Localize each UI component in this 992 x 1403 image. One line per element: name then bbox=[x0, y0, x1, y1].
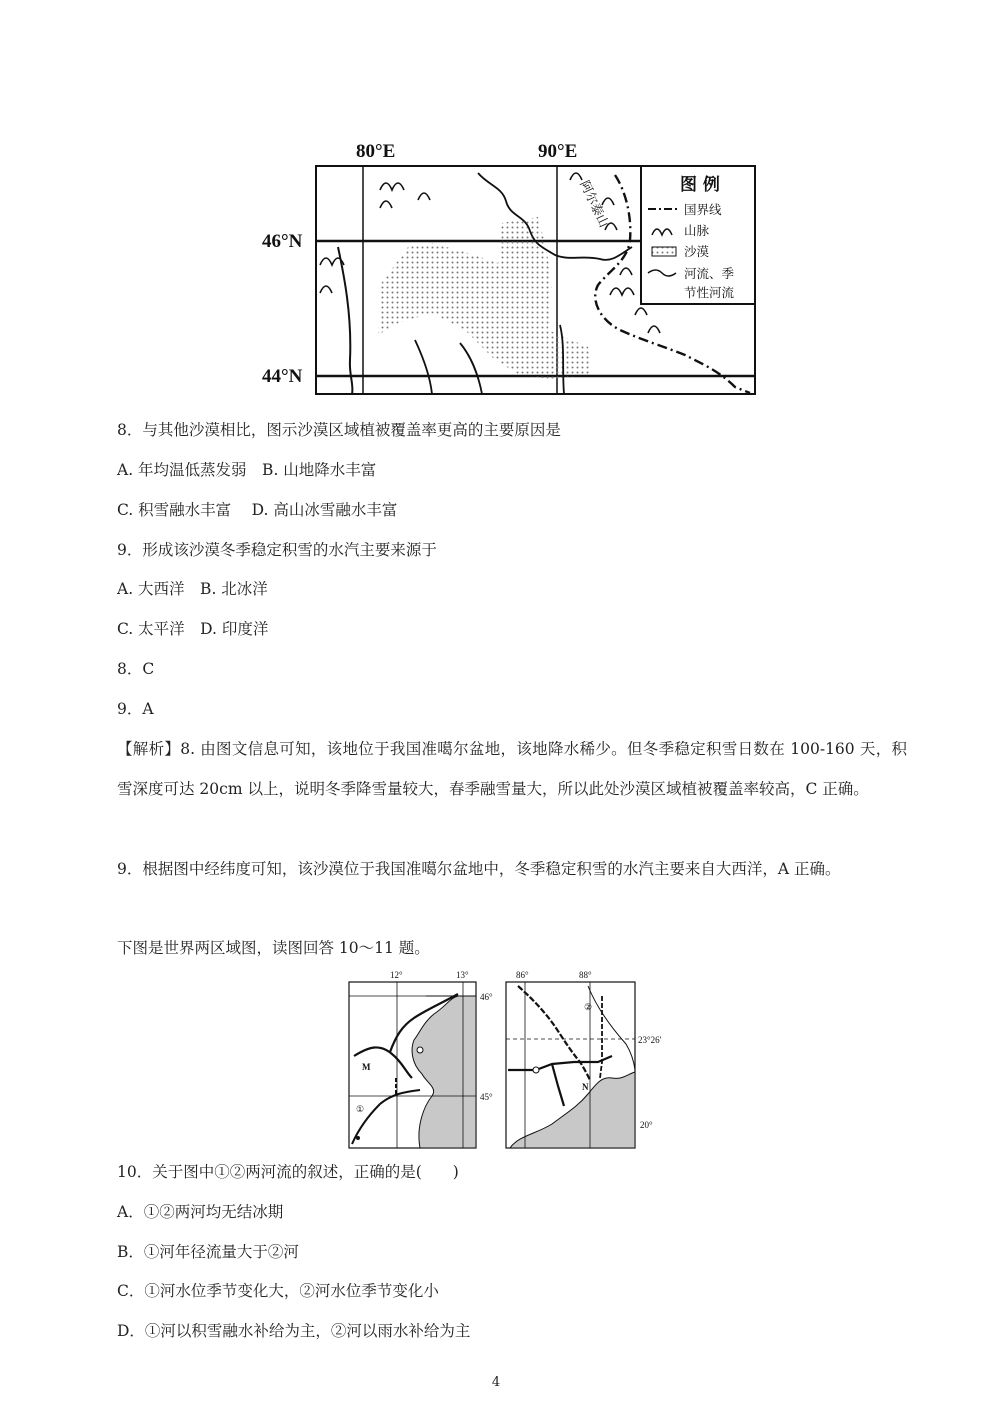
left-region-map bbox=[349, 970, 493, 1148]
right-region-map bbox=[506, 970, 662, 1148]
q9-stem: 9．形成该沙漠冬季稳定积雪的水汽主要来源于 bbox=[117, 541, 437, 559]
svg-text:86°: 86° bbox=[516, 970, 529, 980]
analysis-paragraph-1: 【解析】8. 由图文信息可知，该地位于我国准噶尔盆地，该地降水稀少。但冬季稳定积雪日数在 100-160 天，积雪深度可达 20cm 以上，说明冬季降雪量较大，春季融雪量大，所以此处沙漠区域植被覆盖率较高，C 正确。 bbox=[117, 740, 907, 798]
svg-text:46°: 46° bbox=[480, 992, 493, 1002]
svg-text:河流、季: 河流、季 bbox=[684, 266, 735, 281]
label-river-2: ② bbox=[584, 1002, 593, 1012]
q9-options-ab: A. 大西洋 B. 北冰洋 bbox=[117, 580, 268, 598]
q10-option-a: A．①②两河均无结冰期 bbox=[117, 1203, 284, 1221]
q8-options-ab: A. 年均温低蒸发弱 B. 山地降水丰富 bbox=[117, 461, 377, 479]
answer-9: 9．A bbox=[117, 700, 154, 718]
q10-option-d: D．①河以积雪融水补给为主，②河以雨水补给为主 bbox=[117, 1322, 471, 1340]
q10-option-c: C．①河水位季节变化大，②河水位季节变化小 bbox=[117, 1282, 439, 1300]
lon-label-90: 90°E bbox=[538, 141, 578, 162]
svg-text:沙漠: 沙漠 bbox=[684, 244, 710, 259]
svg-text:45°: 45° bbox=[480, 1092, 493, 1102]
q10-option-b: B．①河年径流量大于②河 bbox=[117, 1243, 299, 1261]
svg-text:20°: 20° bbox=[640, 1120, 653, 1130]
lat-label-44: 44°N bbox=[262, 366, 303, 387]
page-number: 4 bbox=[491, 1375, 501, 1390]
map-junggar-desert bbox=[262, 135, 770, 400]
map-two-regions bbox=[340, 966, 685, 1152]
svg-text:节性河流: 节性河流 bbox=[684, 285, 735, 300]
answer-8: 8．C bbox=[117, 660, 155, 678]
q10-stem: 10．关于图中①②两河流的叙述，正确的是( ) bbox=[117, 1163, 459, 1181]
label-river-1: ① bbox=[356, 1104, 365, 1114]
q8-stem: 8．与其他沙漠相比，图示沙漠区域植被覆盖率更高的主要原因是 bbox=[117, 421, 561, 439]
label-m: M bbox=[362, 1062, 371, 1072]
svg-text:山脉: 山脉 bbox=[684, 223, 710, 238]
map-legend bbox=[641, 166, 755, 304]
svg-text:88°: 88° bbox=[579, 970, 592, 980]
svg-text:23°26′: 23°26′ bbox=[638, 1035, 662, 1045]
svg-text:13°: 13° bbox=[456, 970, 469, 980]
intro-10-11: 下图是世界两区域图，读图回答 10～11 题。 bbox=[117, 939, 430, 957]
label-n: N bbox=[582, 1082, 589, 1092]
lon-label-80: 80°E bbox=[356, 141, 396, 162]
q8-options-cd: C. 积雪融水丰富 D. 高山冰雪融水丰富 bbox=[117, 501, 398, 519]
svg-text:12°: 12° bbox=[390, 970, 403, 980]
lat-label-46: 46°N bbox=[262, 231, 303, 252]
analysis-paragraph-2: 9．根据图中经纬度可知，该沙漠位于我国准噶尔盆地中，冬季稳定积雪的水汽主要来自大西洋，A 正确。 bbox=[117, 860, 841, 878]
q9-options-cd: C. 太平洋 D. 印度洋 bbox=[117, 620, 269, 638]
legend-title: 图 例 bbox=[680, 175, 720, 195]
mountain-name-label: 阿尔泰山 bbox=[577, 177, 613, 230]
svg-text:国界线: 国界线 bbox=[684, 202, 722, 217]
